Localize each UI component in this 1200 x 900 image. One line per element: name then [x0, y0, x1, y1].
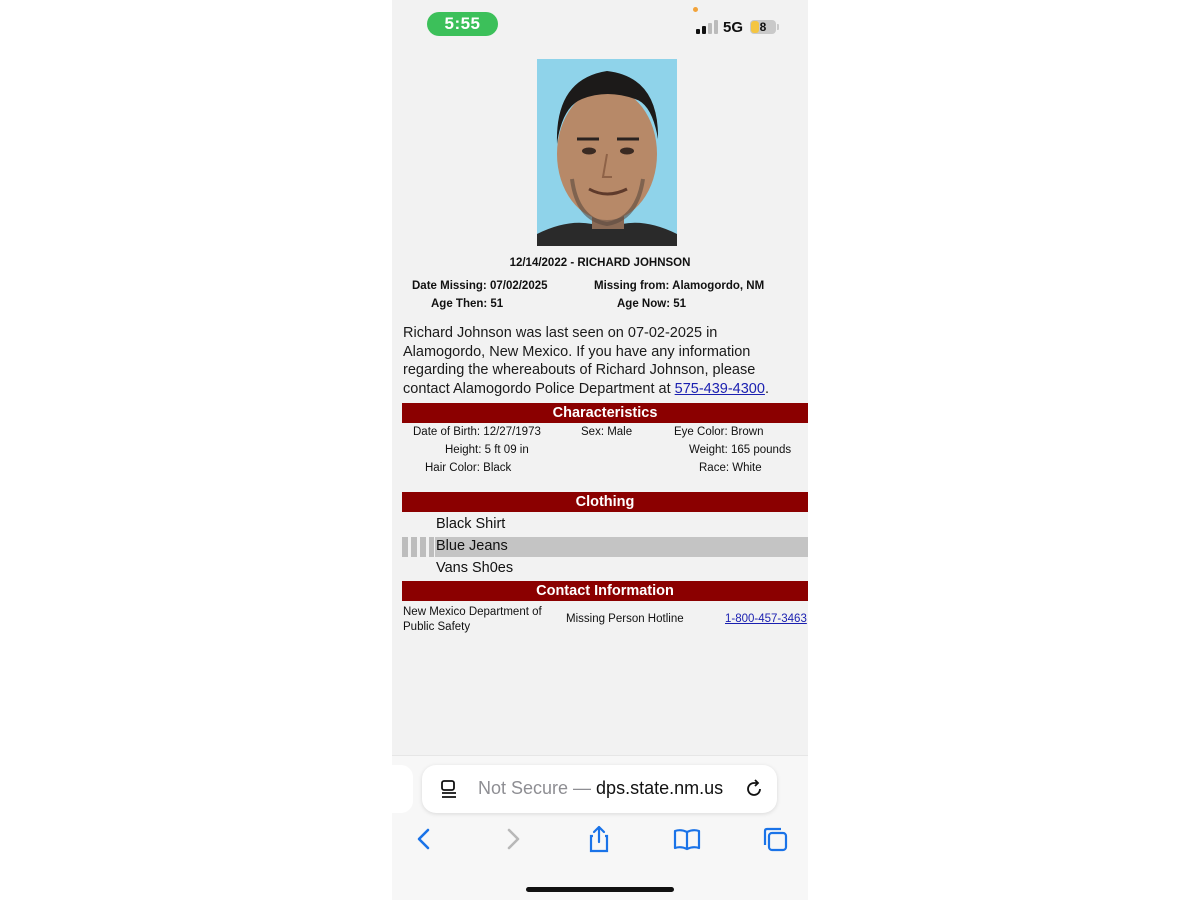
back-icon[interactable] — [409, 824, 439, 854]
characteristics-header: Characteristics — [402, 403, 808, 423]
narrative-body: Richard Johnson was last seen on 07-02-2025 in Alamogordo, New Mexico. If you have any information regarding the whereabouts of Richard Johnson, please contact Alamogordo Police Department at — [403, 325, 756, 397]
hotline-label: Missing Person Hotline — [566, 613, 684, 625]
age-then: Age Then: 51 — [431, 298, 504, 310]
phone-screen — [392, 0, 808, 900]
agency-line-2: Public Safety — [403, 621, 471, 633]
signal-icon — [696, 20, 718, 34]
url-text[interactable] — [478, 778, 723, 799]
selection-stripe — [420, 537, 426, 557]
clothing-item: Vans Sh0es — [436, 560, 514, 576]
contact-agency — [403, 605, 542, 635]
narrative-text — [403, 324, 798, 398]
home-indicator — [526, 887, 674, 892]
tabs-icon[interactable] — [760, 824, 790, 854]
clothing-item: Black Shirt — [436, 516, 506, 532]
battery-icon — [750, 20, 776, 34]
missing-from: Missing from: Alamogordo, NM — [594, 280, 765, 292]
url-host: dps.state.nm.us — [596, 778, 724, 798]
address-bar[interactable] — [422, 765, 777, 813]
page-menu-icon[interactable] — [439, 779, 459, 799]
police-phone-link[interactable]: 575-439-4300 — [674, 380, 765, 397]
battery-level: 8 — [759, 20, 767, 34]
hair-color: Hair Color: Black — [425, 462, 512, 474]
clothing-item: Blue Jeans — [436, 538, 508, 554]
security-label: Not Secure — — [478, 778, 597, 798]
status-time: 5:55 — [427, 12, 498, 36]
date-missing: Date Missing: 07/02/2025 — [412, 280, 548, 292]
privacy-indicator-dot — [693, 7, 698, 12]
previous-tab-card[interactable] — [392, 765, 413, 813]
bookmarks-icon[interactable] — [672, 824, 702, 854]
age-now: Age Now: 51 — [617, 298, 687, 310]
narrative-end: . — [764, 380, 769, 397]
share-icon[interactable] — [584, 824, 614, 854]
reload-icon[interactable] — [744, 779, 764, 799]
weight: Weight: 165 pounds — [689, 444, 792, 456]
agency-line-1: New Mexico Department of — [403, 606, 542, 618]
race: Race: White — [699, 462, 762, 474]
selection-stripe — [429, 537, 434, 557]
hotline-link[interactable]: 1-800-457-3463 — [725, 613, 807, 625]
height: Height: 5 ft 09 in — [445, 444, 529, 456]
network-type: 5G — [723, 19, 744, 36]
person-photo — [537, 59, 677, 246]
hotline-number — [725, 613, 808, 625]
record-headline: 12/14/2022 - RICHARD JOHNSON — [509, 257, 691, 269]
battery-tip — [777, 24, 779, 30]
eye-color: Eye Color: Brown — [674, 426, 764, 438]
selection-stripe — [402, 537, 408, 557]
clothing-header: Clothing — [402, 492, 808, 512]
browser-toolbar — [392, 755, 808, 900]
selection-stripe — [411, 537, 417, 557]
forward-icon[interactable] — [498, 824, 528, 854]
sex: Sex: Male — [581, 426, 633, 438]
contact-header: Contact Information — [402, 581, 808, 601]
date-of-birth: Date of Birth: 12/27/1973 — [413, 426, 541, 438]
